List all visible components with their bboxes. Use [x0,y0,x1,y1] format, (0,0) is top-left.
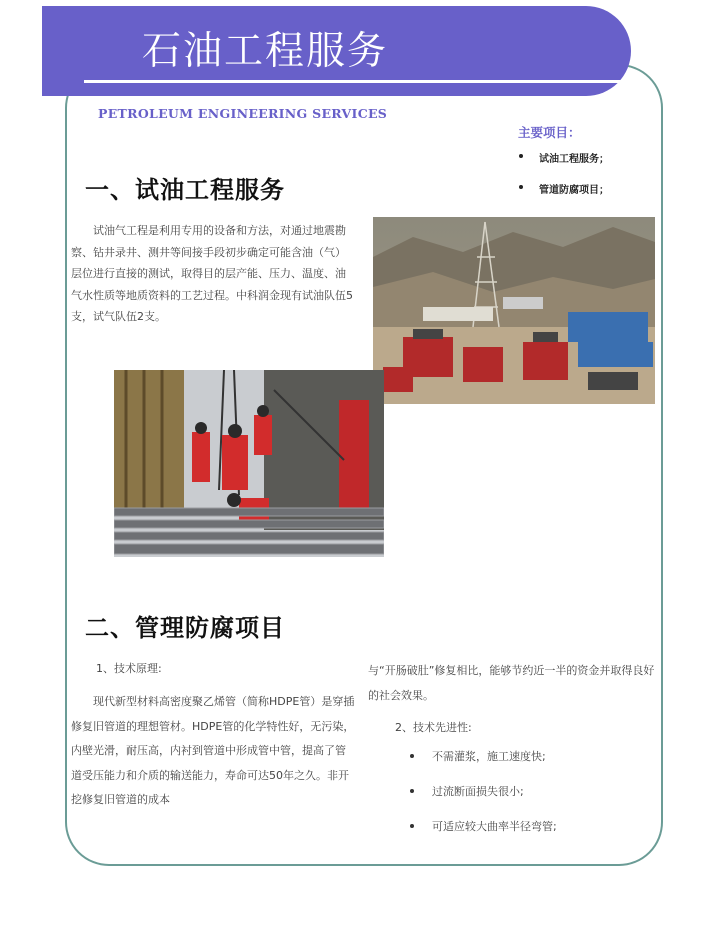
section2-paragraph-right: 与“开肠破肚”修复相比，能够节约近一半的资金并取得良好的社会效果。 [368,664,655,702]
bullet-icon [519,185,523,189]
bullet-icon [519,154,523,158]
section1-paragraph: 试油气工程是利用专用的设备和方法，对通过地震勘察、钻井录井、测井等间接手段初步确定可能含油（气）层位进行直接的测试，取得目的层产能、压力、温度、油气水性质等地质资料的工艺过程。中科润金现有试油队伍5支，试气队伍2支。 [71,224,353,323]
workers-drilling-photo [114,370,384,557]
oilfield-site-illustration [373,217,655,404]
bullet-icon [410,754,414,758]
bullet-icon [410,824,414,828]
bullet-icon [410,789,414,793]
header-banner [42,6,631,96]
list-item: 不需灌浆，施工速度快; [410,748,557,783]
oilfield-site-photo [373,217,655,404]
sidebar-list [519,150,609,212]
page-subtitle: PETROLEUM ENGINEERING SERVICES [98,106,388,121]
workers-drilling-illustration [114,370,384,557]
header-divider [84,80,642,83]
sidebar-item: 管道防腐项目； [519,181,609,212]
section2-heading: 二、管理防腐项目 [85,614,285,642]
tech-advantage-label: 2、技术先进性: [395,721,472,734]
list-item: 可适应较大曲率半径弯管; [410,818,557,853]
tech-principle-label: 1、技术原理: [96,662,162,675]
advantages-list [410,748,557,853]
sidebar-title: 主要项目： [518,125,581,140]
page-title: 石油工程服务 [142,29,389,74]
section1-heading: 一、试油工程服务 [85,176,285,204]
list-item: 过流断面损失很小; [410,783,557,818]
sidebar-item: 试油工程服务； [519,150,609,181]
section2-paragraph-left: 现代新型材料高密度聚乙烯管（简称HDPE管）是穿插修复旧管道的理想管材。HDPE管的化学特性好，无污染，内壁光滑，耐压高，内衬到管道中形成管中管，提高了管道受压能力和介质的输送能力，寿命可达50年之久。非开挖修复旧管道的成本 [71,695,355,806]
